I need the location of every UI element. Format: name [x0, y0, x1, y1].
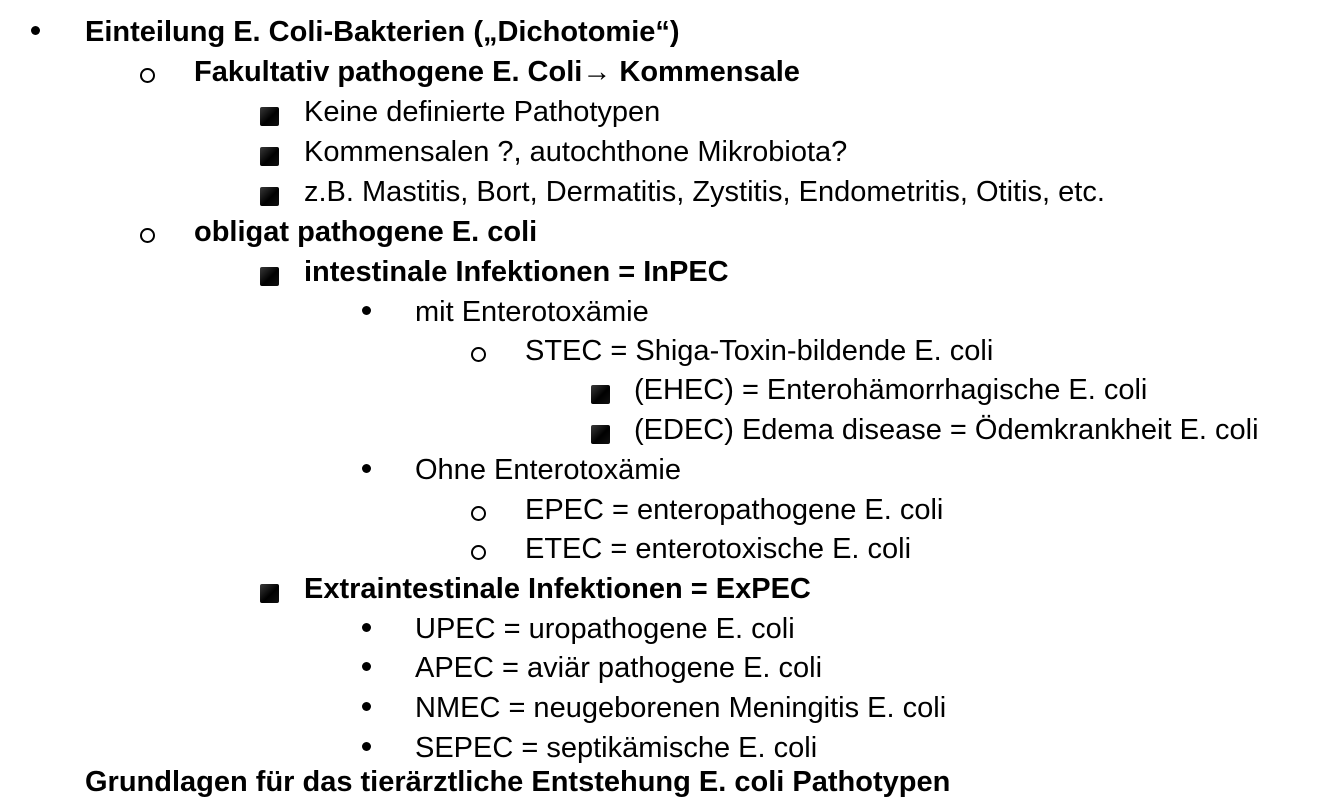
kommensale-label: Kommensale	[611, 56, 800, 88]
outline-item-label: Grundlagen für das tierärztliche Entstehung E. coli Pathotypen	[85, 766, 951, 798]
bullet-square-icon	[591, 370, 610, 410]
outline-item-label: intestinale Infektionen = InPEC	[304, 256, 729, 288]
bullet-square-icon	[591, 410, 610, 450]
bullet-dot-icon	[362, 688, 371, 728]
outline-item-label: Extraintestinale Infektionen = ExPEC	[304, 573, 811, 605]
outline-item-label: SEPEC = septikämische E. coli	[415, 732, 818, 764]
bullet-square-icon	[260, 132, 279, 172]
outline-item-label: ETEC = enterotoxische E. coli	[525, 533, 912, 565]
bullet-dot-icon	[362, 292, 371, 332]
outline-item-label: Kommensalen ?, autochthone Mikrobiota?	[304, 136, 848, 168]
bullet-square-icon	[260, 172, 279, 212]
bullet-square-icon	[260, 569, 279, 609]
outline-item-label: obligat pathogene E. coli	[194, 216, 538, 248]
outline-item-label: UPEC = uropathogene E. coli	[415, 613, 795, 645]
outline-item-label: Ohne Enterotoxämie	[415, 454, 681, 486]
outline-item-label: NMEC = neugeborenen Meningitis E. coli	[415, 692, 947, 724]
bullet-circle-icon	[471, 490, 486, 530]
outline-item-label: Keine definierte Pathotypen	[304, 96, 661, 128]
bullet-dot-icon	[362, 609, 371, 649]
bullet-dot-icon	[362, 648, 371, 688]
outline-item-label: mit Enterotoxämie	[415, 296, 649, 328]
outline-item-label: EPEC = enteropathogene E. coli	[525, 494, 944, 526]
bullet-circle-icon	[140, 52, 155, 92]
bullet-circle-icon	[140, 212, 155, 252]
bullet-square-icon	[260, 92, 279, 132]
fakultativ-label: Fakultativ pathogene E. Coli	[194, 56, 583, 88]
outline-item-label: APEC = aviär pathogene E. coli	[415, 652, 823, 684]
outline-item-label: STEC = Shiga-Toxin-bildende E. coli	[525, 335, 994, 367]
bullet-circle-icon	[471, 331, 486, 371]
outline-item-label: (EHEC) = Enterohämorrhagische E. coli	[634, 374, 1148, 406]
bullet-square-icon	[260, 252, 279, 292]
bullet-dot-icon	[362, 450, 371, 490]
outline-item-label	[194, 52, 800, 92]
bullet-circle-icon	[471, 529, 486, 569]
bullet-dot-icon	[31, 12, 40, 52]
outline-item-label: Einteilung E. Coli-Bakterien („Dichotomie“)	[85, 16, 680, 48]
arrow-right-icon: →	[582, 56, 612, 88]
outline-item-label: (EDEC) Edema disease = Ödemkrankheit E. coli	[634, 414, 1259, 446]
outline-item-label: z.B. Mastitis, Bort, Dermatitis, Zystitis, Endometritis, Otitis, etc.	[304, 176, 1105, 208]
